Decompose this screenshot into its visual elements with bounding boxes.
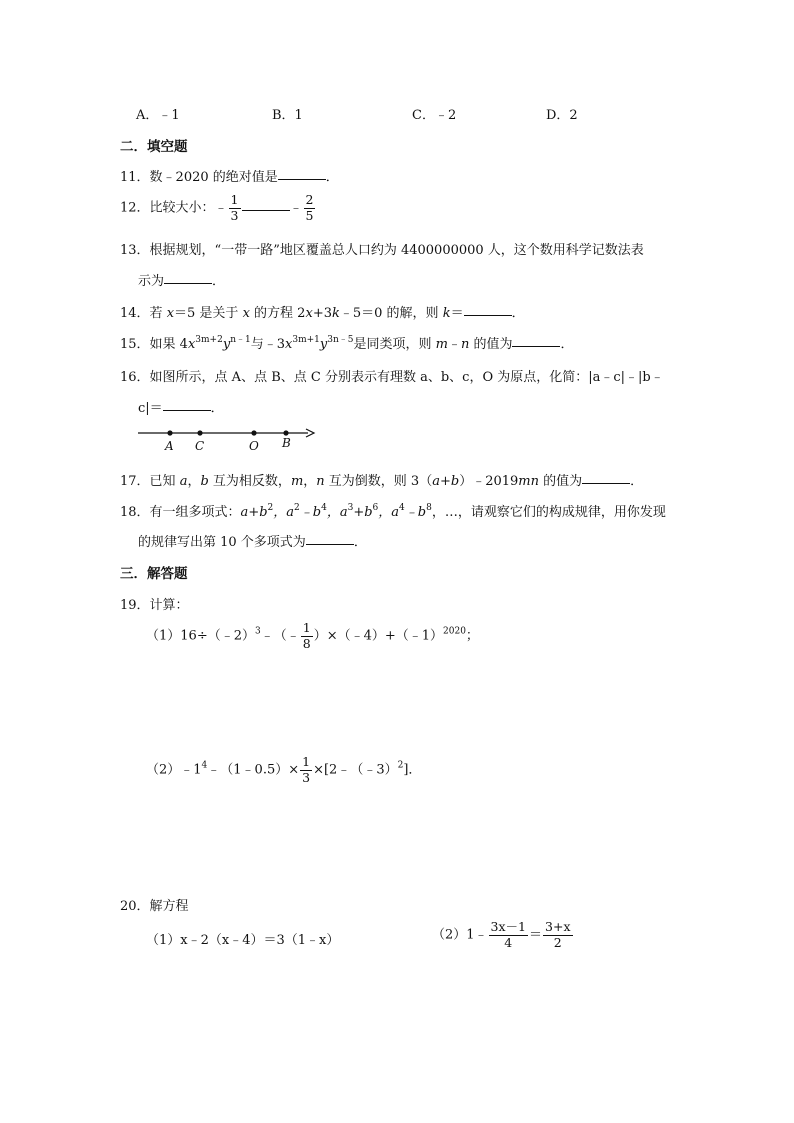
number-line-figure — [130, 420, 330, 456]
point-a-dot — [167, 430, 172, 435]
point-o-label: O — [249, 439, 259, 453]
question-19-title: 19．计算： — [120, 598, 189, 613]
point-b-dot — [283, 430, 288, 435]
question-18-line2: 的规律写出第 10 个多项式为 ． — [138, 535, 367, 550]
fraction-3x-minus-1-over-4: $\frac{3x-1}{4}$ — [490, 919, 527, 950]
question-18-line1: 18．有一组多项式：$a+b^2$，$a^2﹣b^4$，$a^3+b^6$，$a^4﹣b^8$，…，请观察它们的构成规律，用你发现 — [120, 503, 666, 520]
section-title-fill-in: 二．填空题 — [120, 139, 188, 155]
point-c-label: C — [195, 439, 205, 453]
point-b-label: B — [282, 436, 291, 450]
point-o-dot — [251, 430, 256, 435]
fraction-two-fifths: $\frac{2}{5}$ — [305, 192, 314, 223]
fraction-3-plus-x-over-2: $\frac{3+x}{2}$ — [545, 919, 571, 950]
question-20-part1: （1）x﹣2（x﹣4）＝3（1﹣x） — [146, 933, 340, 948]
answer-blank — [306, 543, 354, 545]
answer-blank — [278, 178, 326, 180]
option-d: D．2 — [546, 108, 578, 123]
answer-blank — [582, 482, 630, 484]
answer-blank — [163, 409, 211, 411]
fraction-one-third-b: $\frac{1}{3}$ — [302, 754, 311, 785]
question-12: 12．比较大小：﹣ $\frac{1}{3}$ ﹣ $\frac{2}{5}$ — [120, 192, 314, 223]
question-19-part1: （1）16÷（﹣2）$^3$﹣（﹣ $\frac{1}{8}$ ）×（﹣4）+（﹣1）$^{2020}$； — [146, 620, 479, 651]
question-19-part2: $(2)﹣1^4﹣(1﹣0.5)\times$ $\frac{1}{3}$ ×[2﹣（﹣3）$^2$]． — [146, 754, 422, 785]
question-15: 15．如果 $4x^{3m+2}y^{n﹣1}$与$﹣3x^{3m+1}y^{3n﹣5}$是同类项，则 m﹣n 的值为 ． — [120, 335, 574, 352]
option-c: C．﹣2 — [412, 108, 457, 123]
question-17: 17．已知 a，b 互为相反数，m，n 互为倒数，则 3（a+b）﹣2019mn 的值为 ． — [120, 474, 644, 489]
point-a-label: A — [165, 439, 174, 453]
question-20-part2: （2）1﹣ $\frac{3x-1}{4}$ ＝ $\frac{3+x}{2}$ — [432, 919, 571, 950]
answer-blank — [464, 314, 512, 316]
fraction-one-third: $\frac{1}{3}$ — [230, 192, 239, 223]
question-16-line2: c|＝ ． — [138, 401, 224, 416]
section-title-solve: 三．解答题 — [120, 566, 188, 582]
option-a: A．﹣1 — [136, 108, 180, 123]
answer-blank — [512, 345, 560, 347]
question-14: 14．若 x＝5 是关于 x 的方程 2x+3k﹣5＝0 的解，则 k＝ ． — [120, 306, 525, 321]
question-13-line1: 13．根据规划，“一带一路”地区覆盖总人口约为 4400000000 人，这个数用科学记数法表 — [120, 243, 644, 258]
question-11: 11．数﹣2020 的绝对值是 ． — [120, 170, 339, 185]
fraction-one-eighth: $\frac{1}{8}$ — [302, 620, 311, 651]
answer-blank — [242, 209, 290, 211]
point-c-dot — [197, 430, 202, 435]
question-20-title: 20．解方程 — [120, 899, 189, 914]
option-b: B．1 — [272, 108, 303, 123]
answer-blank — [164, 282, 212, 284]
question-13-line2: 示为 ． — [138, 274, 226, 289]
question-16-line1: 16．如图所示，点 A、点 B、点 C 分别表示有理数 a、b、c，O 为原点，化简：|a﹣c|﹣|b﹣ — [120, 370, 664, 385]
